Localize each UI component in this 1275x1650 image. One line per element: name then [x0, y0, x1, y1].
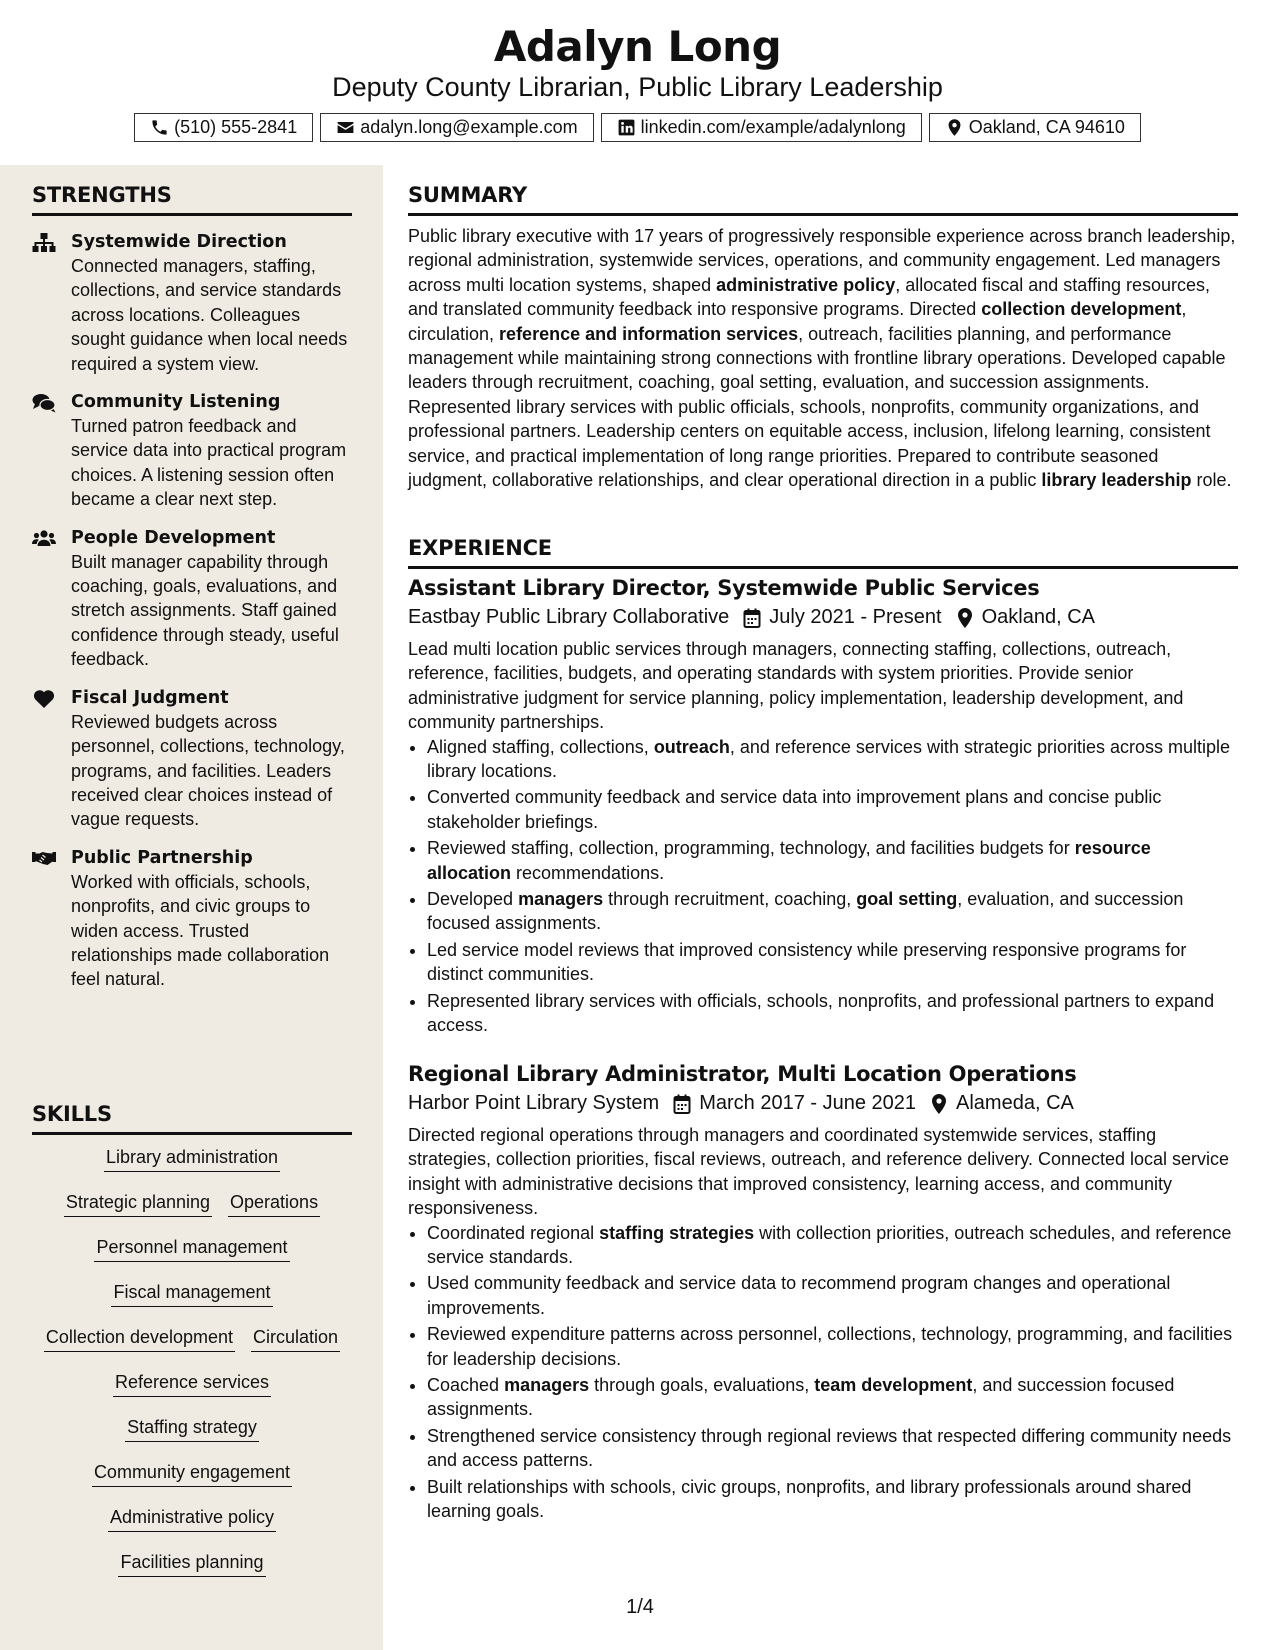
- skills-heading: SKILLS: [32, 1102, 352, 1135]
- skill-row: [32, 1281, 352, 1326]
- resume-header: [0, 0, 1275, 165]
- calendar-icon: [743, 608, 761, 628]
- linkedin-text[interactable]: linkedin.com/example/adalynlong: [640, 117, 906, 137]
- strength-desc: Reviewed budgets across personnel, collections, technology, programs, and facilities. Leaders received clear choices instead of vague requests.: [71, 711, 345, 830]
- bold-phrase: staffing strategies: [599, 1222, 755, 1243]
- contact-bar: [0, 113, 1275, 142]
- bullet-item: [427, 1322, 1238, 1371]
- map-pin-icon: [945, 118, 964, 137]
- comments-icon: [32, 393, 56, 413]
- bold-phrase: resource allocation: [427, 838, 1151, 883]
- bullet-item: [427, 1271, 1238, 1320]
- strength-title: Public Partnership: [71, 847, 253, 868]
- bullet-item: [427, 785, 1238, 834]
- bullet-item: [427, 836, 1238, 885]
- text-run: , and reference services with strategic priorities across multiple library locations.: [427, 736, 1231, 782]
- experience-heading: EXPERIENCE: [408, 536, 1238, 569]
- skill-tag: Staffing strategy: [125, 1416, 259, 1442]
- skills-list: [32, 1146, 352, 1596]
- strength-item: [32, 230, 352, 376]
- text-run: , allocated fiscal and staffing resources, and translated community feedback into responsive programs. Directed: [408, 274, 1211, 320]
- job-entry: [408, 576, 1238, 1040]
- heart-icon: [32, 689, 56, 709]
- job-dates: March 2017 - June 2021: [699, 1092, 917, 1114]
- job-location: Alameda, CA: [956, 1092, 1074, 1114]
- skill-row: [32, 1326, 352, 1371]
- job-bullets: [408, 735, 1238, 1038]
- text-run: , outreach, facilities planning, and performance management while maintaining strong connections with frontline library operations. Developed capable leaders through recruitment, coaching, goal setting, evaluation, and succession assignments. Represented library services with public officials, schools, nonprofits, community organizations, and professional partners. Leadership centers on equitable access, inclusion, lifelong learning, consistent service, and practical implementation of long range priorities. Prepared to contribute seasoned judgment, collaborative relationships, and clear operational direction in a public: [408, 323, 1226, 491]
- skill-row: [32, 1191, 352, 1236]
- bold-phrase: team development: [814, 1375, 973, 1396]
- job-location: Oakland, CA: [981, 606, 1095, 628]
- skill-tag: Facilities planning: [118, 1551, 265, 1577]
- skill-row: [32, 1461, 352, 1506]
- summary-text: [408, 224, 1238, 492]
- strength-item: [32, 686, 352, 832]
- skill-tag: Community engagement: [92, 1461, 292, 1487]
- bullet-item: [427, 1221, 1238, 1270]
- skill-tag: Operations: [228, 1191, 320, 1217]
- job-title: Regional Library Administrator, Multi Location Operations: [408, 1062, 1077, 1086]
- skill-tag: Collection development: [44, 1326, 235, 1352]
- strength-title: People Development: [71, 527, 276, 548]
- job-dates: July 2021 - Present: [769, 606, 942, 628]
- bullet-item: [427, 735, 1238, 784]
- job-description: Lead multi location public services through managers, connecting staffing, collections, outreach, reference, facilities, budgets, and operating standards with system priorities. Provide senior administrative judgment for service planning, policy implementation, leadership development, and community partnerships.: [408, 639, 1184, 733]
- text-run: role.: [1191, 470, 1232, 491]
- bold-phrase: reference and information services: [499, 323, 799, 344]
- map-pin-icon: [956, 608, 974, 628]
- bullet-item: [427, 989, 1238, 1038]
- skill-row: [32, 1551, 352, 1596]
- handshake-icon: [32, 849, 56, 869]
- text-run: Used community feedback and service data to recommend program changes and operational improvements.: [427, 1273, 1171, 1318]
- text-run: Aligned staffing, collections,: [427, 736, 654, 757]
- strength-desc: Turned patron feedback and service data into practical program choices. A listening session often became a clear next step.: [71, 416, 347, 510]
- text-run: Built relationships with schools, civic groups, nonprofits, and library professionals around shared learning goals.: [427, 1476, 1192, 1522]
- strengths-heading: STRENGTHS: [32, 183, 352, 216]
- email-text[interactable]: adalyn.long@example.com: [360, 117, 578, 137]
- strength-desc: Worked with officials, schools, nonprofits, and civic groups to widen access. Trusted relationships made collaboration feel natural.: [71, 871, 330, 990]
- contact-linkedin[interactable]: [601, 113, 922, 142]
- bullet-item: [427, 938, 1238, 987]
- job-org: Eastbay Public Library Collaborative: [408, 606, 730, 628]
- skill-tag: Fiscal management: [111, 1281, 272, 1307]
- job-meta: [408, 606, 1238, 629]
- page-number: 1/4: [626, 1596, 654, 1618]
- bold-phrase: outreach: [653, 736, 730, 757]
- text-run: , circulation,: [408, 299, 1187, 344]
- text-run: , and succession focused assignments.: [427, 1375, 1175, 1420]
- skill-tag: Circulation: [251, 1326, 340, 1352]
- job-description: Directed regional operations through managers and coordinated systemwide services, staffing strategies, collection priorities, fiscal reviews, outreach, and reference delivery. Connected local service insight with administrative decisions that improved consistency, learning access, and community responsiveness.: [408, 1125, 1230, 1219]
- contact-phone: [134, 113, 313, 142]
- job-meta: [408, 1092, 1238, 1115]
- bold-phrase: library leadership: [1041, 470, 1192, 491]
- bold-phrase: administrative policy: [716, 274, 896, 295]
- text-run: Led service model reviews that improved consistency while preserving responsive programs for distinct communities.: [427, 939, 1187, 985]
- candidate-name: Adalyn Long: [493, 22, 782, 71]
- text-run: Converted community feedback and service data into improvement plans and concise public stakeholder briefings.: [427, 787, 1162, 832]
- text-run: Public library executive with 17 years of progressively responsible experience across branch leadership, regional administration, systemwide services, operations, and community engagement. Led managers across multi location systems, shaped: [408, 226, 1236, 295]
- strength-desc: Built manager capability through coaching, goals, evaluations, and stretch assignments. Staff gained confidence through steady, useful feedback.: [71, 551, 339, 670]
- skill-row: [32, 1416, 352, 1461]
- strength-title: Fiscal Judgment: [71, 687, 229, 708]
- skill-row: [32, 1236, 352, 1281]
- text-run: Reviewed expenditure patterns across personnel, collections, technology, programming, and facilities for leadership decisions.: [427, 1324, 1233, 1369]
- text-run: Represented library services with officials, schools, nonprofits, and professional partners to expand access.: [427, 990, 1215, 1036]
- text-run: , evaluation, and succession focused assignments.: [427, 889, 1184, 934]
- contact-email[interactable]: [320, 113, 593, 142]
- job-bullets: [408, 1221, 1238, 1524]
- skill-row: [32, 1146, 352, 1191]
- envelope-icon: [336, 118, 355, 137]
- calendar-icon: [673, 1094, 691, 1114]
- text-run: Reviewed staffing, collection, programming, technology, and facilities budgets for: [427, 838, 1075, 859]
- bullet-item: [427, 1475, 1238, 1524]
- candidate-title: Deputy County Librarian, Public Library Leadership: [332, 72, 943, 102]
- strength-item: [32, 526, 352, 672]
- job-entry: [408, 1062, 1238, 1526]
- linkedin-icon: [617, 118, 636, 137]
- skill-tag: Reference services: [113, 1371, 271, 1397]
- skill-row: [32, 1371, 352, 1416]
- bullet-item: [427, 887, 1238, 936]
- bold-phrase: managers: [518, 889, 604, 910]
- skill-row: [32, 1506, 352, 1551]
- strength-item: [32, 846, 352, 992]
- skill-tag: Strategic planning: [64, 1191, 212, 1217]
- skill-tag: Personnel management: [94, 1236, 289, 1262]
- job-title: Assistant Library Director, Systemwide Public Services: [408, 576, 1040, 600]
- strengths-list: [32, 230, 352, 1006]
- text-run: through goals, evaluations,: [589, 1375, 815, 1396]
- bold-phrase: collection development: [981, 299, 1182, 320]
- bullet-item: [427, 1373, 1238, 1422]
- bullet-item: [427, 1424, 1238, 1473]
- text-run: Strengthened service consistency through regional reviews that respected differing community needs and access patterns.: [427, 1425, 1232, 1471]
- text-run: Coordinated regional: [427, 1222, 600, 1243]
- map-pin-icon: [930, 1094, 948, 1114]
- contact-location: [929, 113, 1141, 142]
- bold-phrase: managers: [504, 1375, 590, 1396]
- text-run: Coached: [427, 1375, 505, 1396]
- text-run: Developed: [427, 889, 519, 910]
- phone-text: (510) 555-2841: [174, 117, 298, 137]
- strength-item: [32, 390, 352, 512]
- text-run: through recruitment, coaching,: [603, 889, 857, 910]
- summary-heading: SUMMARY: [408, 183, 1238, 216]
- location-text: Oakland, CA 94610: [968, 117, 1125, 137]
- skill-tag: Library administration: [104, 1146, 280, 1172]
- phone-icon: [150, 118, 169, 137]
- strength-title: Community Listening: [71, 392, 281, 413]
- text-run: recommendations.: [511, 862, 665, 883]
- text-run: with collection priorities, outreach schedules, and reference service standards.: [427, 1222, 1232, 1268]
- strength-title: Systemwide Direction: [71, 232, 287, 252]
- sitemap-icon: [32, 233, 56, 253]
- users-icon: [32, 529, 56, 549]
- bold-phrase: goal setting: [856, 889, 958, 910]
- job-org: Harbor Point Library System: [408, 1092, 660, 1114]
- strength-desc: Connected managers, staffing, collections, and service standards across locations. Colleagues sought guidance when local needs required a system view.: [71, 256, 348, 374]
- skill-tag: Administrative policy: [108, 1506, 276, 1532]
